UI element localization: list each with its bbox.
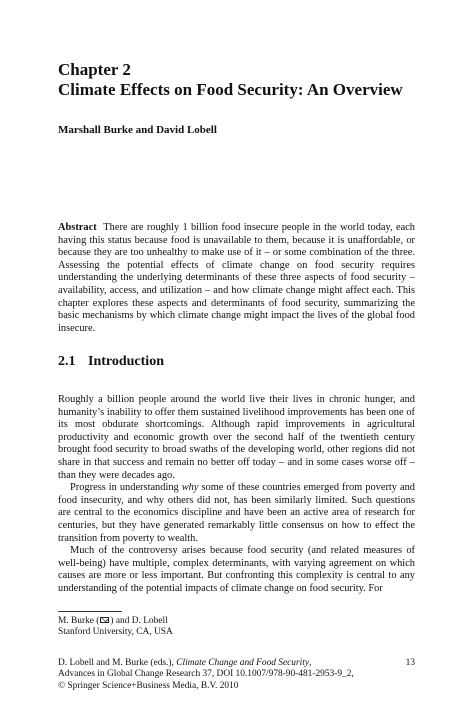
chapter-authors: Marshall Burke and David Lobell xyxy=(58,124,217,136)
body-paragraph-1: Roughly a billion people around the world live their lives in chronic hunger, and humanity’s inability to offer them sustained livelihood improvements has been one of its most obdurate shortcomings. Although rapid improvements in agricultural productivity and economic growth over the second half of the twentieth century brought food security to broad swaths of the developing world, other regions did not share in that success and remain no better off today – and in some cases worse off – than they were decades ago. xyxy=(58,394,415,481)
abstract xyxy=(58,222,415,335)
body-text xyxy=(58,394,415,596)
paragraph-2-start: Progress in understanding xyxy=(70,482,182,494)
page-number: 13 xyxy=(405,658,415,668)
body-paragraph-2 xyxy=(58,482,415,545)
citation-block xyxy=(58,658,354,692)
footnote-divider xyxy=(58,611,122,612)
citation-editors: D. Lobell and M. Burke (eds.), xyxy=(58,658,177,668)
footnote-affiliation: Stanford University, CA, USA xyxy=(58,627,173,638)
section-heading xyxy=(58,354,164,370)
paragraph-2-rest: some of these countries emerged from poverty and food insecurity, and why others did not, has been similarly limited. Such questions are central to the economics discipline and have been an active area of research for centuries, but they have generated remarkably little consensus on how to effect the transition from poverty to wealth. xyxy=(58,482,415,544)
abstract-label: Abstract xyxy=(58,222,97,233)
citation-line-3: © Springer Science+Business Media, B.V. 2010 xyxy=(58,680,239,691)
footnote-author-b: ) and D. Lobell xyxy=(110,616,168,626)
author-footnote xyxy=(58,616,173,639)
citation-book-title: Climate Change and Food Security xyxy=(176,658,310,668)
emphasis-why: why xyxy=(181,482,199,494)
footnote-author-a: M. Burke ( xyxy=(58,616,100,626)
envelope-icon xyxy=(100,617,109,623)
section-number: 2.1 xyxy=(58,354,76,369)
section-title: Introduction xyxy=(88,354,164,369)
citation-comma: , xyxy=(309,658,312,668)
citation-line-1 xyxy=(58,658,354,669)
citation-line-2: Advances in Global Change Research 37, DOI 10.1007/978-90-481-2953-9_2, xyxy=(58,669,354,680)
abstract-text: There are roughly 1 billion food insecure people in the world today, each having this status because food is unavailable to them, because it is unaffordable, or because they are too unhealthy to make use of it – or some combination of the three. Assessing the potential effects of climate change on food security requires understanding the underlying determinants of these three aspects of food security – availability, access, and utilization – and how climate change might affect each. This chapter explores these aspects and determinants of food security, summarizing the basic mechanisms by which climate change might impact the lives of the global food insecure. xyxy=(58,222,415,334)
chapter-label: Chapter 2 xyxy=(58,60,131,79)
chapter-title: Climate Effects on Food Security: An Overview xyxy=(58,80,403,99)
footnote-authors xyxy=(58,616,173,627)
body-paragraph-3: Much of the controversy arises because food security (and related measures of well-being) have multiple, complex determinants, with varying agreement on which causes are more or less important. But confronting this complexity is central to any understanding of the potential impacts of climate change on food security. For xyxy=(58,545,415,594)
